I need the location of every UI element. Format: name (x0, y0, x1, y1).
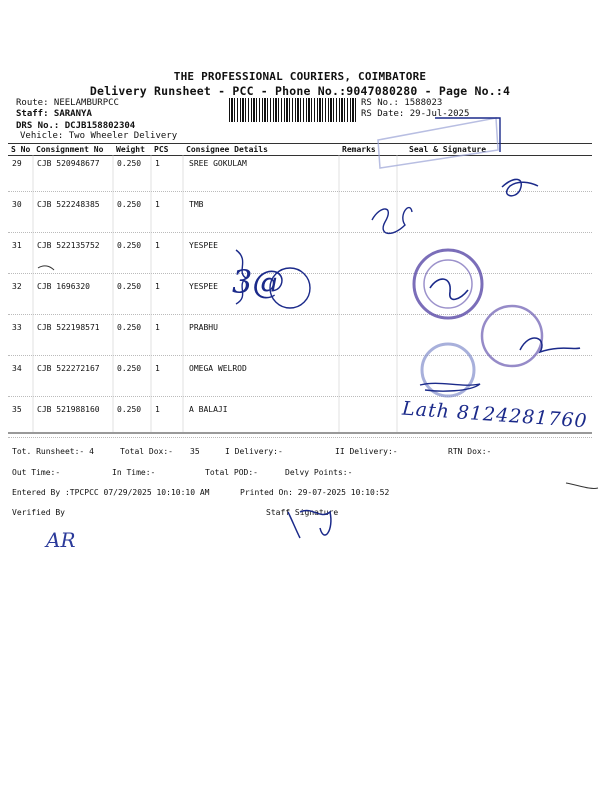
header-remarks: Remarks (342, 145, 376, 154)
circled-mark (270, 268, 310, 308)
cell-consignee: SREE GOKULAM (189, 159, 247, 168)
cell-sno: 29 (12, 159, 22, 168)
cell-sno: 35 (12, 405, 22, 414)
route-label: Route: NEELAMBURPCC (16, 98, 119, 108)
runsheet-subtitle: Delivery Runsheet - PCC - Phone No.:9047080280 - Page No.:4 (89, 84, 511, 98)
cell-consignment: CJB 1696320 (37, 282, 90, 291)
header-consignee: Consignee Details (186, 145, 268, 154)
signature-row30 (372, 208, 412, 234)
cell-consignment: CJB 522272167 (37, 364, 100, 373)
cell-pcs: 1 (155, 323, 160, 332)
signature-row32 (430, 279, 468, 299)
margin-mark-right (566, 483, 598, 488)
cell-weight: 0.250 (117, 323, 142, 332)
out-time: Out Time:- (12, 468, 61, 477)
header-weight: Weight (116, 145, 145, 154)
cell-pcs: 1 (155, 405, 160, 414)
round-stamp-inner (424, 260, 472, 308)
round-stamp-row33 (482, 306, 542, 366)
cell-consignee: YESPEE (189, 241, 218, 250)
header-consignment: Consignment No (36, 145, 104, 154)
cell-consignment: CJB 522248385 (37, 200, 100, 209)
cell-sno: 33 (12, 323, 22, 332)
drs-label: DRS No.: DCJB158802304 (16, 121, 136, 131)
staff-signature-label: Staff Signature (266, 508, 339, 517)
cell-pcs: 1 (155, 282, 160, 291)
in-time: In Time:- (112, 468, 156, 477)
rtn-dox: RTN Dox:- (448, 447, 492, 456)
delvy-points: Delvy Points:- (285, 468, 353, 477)
cell-consignment: CJB 522135752 (37, 241, 100, 250)
cell-weight: 0.250 (117, 241, 142, 250)
cell-consignment: CJB 521988160 (37, 405, 100, 414)
printed-on: Printed On: 29-07-2025 10:10:52 (240, 488, 390, 497)
rs-number: RS No.: 1588023 (361, 98, 443, 108)
verified-by: Verified By (12, 508, 65, 517)
header-seal: Seal & Signature (409, 145, 487, 154)
total-count: 35 (190, 447, 200, 456)
cell-weight: 0.250 (117, 159, 142, 168)
company-title: THE PROFESSIONAL COURIERS, COIMBATORE (173, 70, 427, 83)
rs-date: RS Date: 29-Jul-2025 (361, 109, 470, 119)
cell-weight: 0.250 (117, 364, 142, 373)
header-sno: S No (11, 145, 31, 154)
handwritten-phone-note: Lath 8124281760 (401, 397, 589, 433)
header-pcs: PCS (154, 145, 169, 154)
cell-pcs: 1 (155, 159, 160, 168)
total-dox-label: Total Dox:- (120, 447, 173, 456)
cell-pcs: 1 (155, 364, 160, 373)
cell-pcs: 1 (155, 241, 160, 250)
i-delivery: I Delivery:- (225, 447, 283, 456)
total-pod: Total POD:- (205, 468, 258, 477)
cell-sno: 34 (12, 364, 22, 373)
cell-weight: 0.250 (117, 200, 142, 209)
ii-delivery: II Delivery:- (335, 447, 398, 456)
handwritten-row32-mark: 3@ (232, 263, 285, 301)
entered-by: Entered By :TPCPCC 07/29/2025 10:10:10 AM (12, 488, 210, 497)
cell-weight: 0.250 (117, 282, 142, 291)
brace-mark (236, 250, 246, 304)
cell-sno: 30 (12, 200, 22, 209)
cell-consignee: OMEGA WELROD (189, 364, 247, 373)
staff-signature (288, 510, 331, 538)
signature-row33 (520, 338, 580, 352)
staff-label: Staff: SARANYA (16, 109, 92, 119)
cell-sno: 31 (12, 241, 22, 250)
cell-consignee: TMB (189, 200, 204, 209)
handwritten-initials: AR (46, 528, 76, 552)
margin-mark (38, 266, 54, 270)
total-runsheet: Tot. Runsheet:- 4 (12, 447, 94, 456)
cell-consignee: YESPEE (189, 282, 218, 291)
cell-pcs: 1 (155, 200, 160, 209)
rect-stamp (378, 118, 498, 168)
signature-row29 (502, 179, 538, 195)
round-stamp-row34 (422, 344, 474, 396)
cell-consignee: PRABHU (189, 323, 218, 332)
cell-consignee: A BALAJI (189, 405, 228, 414)
vehicle-label: Vehicle: Two Wheeler Delivery (20, 131, 178, 141)
cell-sno: 32 (12, 282, 22, 291)
cell-weight: 0.250 (117, 405, 142, 414)
cell-consignment: CJB 520948677 (37, 159, 100, 168)
cell-consignment: CJB 522198571 (37, 323, 100, 332)
